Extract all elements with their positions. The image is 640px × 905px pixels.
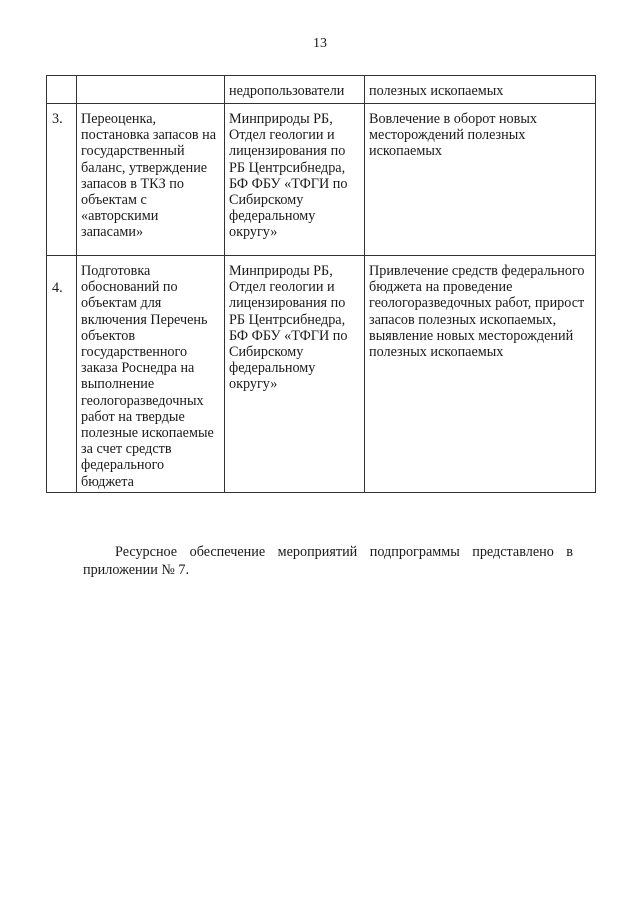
table-continuation-row: [47, 76, 596, 104]
row-number: 3.: [47, 104, 77, 256]
table-cell-result: полезных ископаемых: [365, 76, 596, 104]
table-cell-task: [77, 76, 225, 104]
row-task: Подготовка обоснований по объектам для включения Перечень объектов государственного заказа Роснедра на выполнение геологоразведочных работ на твердые полезные ископаемые за счет средств федерального бюджета: [77, 256, 225, 493]
row-result: Привлечение средств федерального бюджета на проведение геологоразведочных работ, прирост запасов полезных ископаемых, выявление новых месторождений полезных ископаемых: [365, 256, 596, 493]
table-cell-num: [47, 76, 77, 104]
row-result: Вовлечение в оборот новых месторождений полезных ископаемых: [365, 104, 596, 256]
table-cell-executor: недропользователи: [225, 76, 365, 104]
row-executor: Минприроды РБ, Отдел геологии и лицензирования по РБ Центрсибнедра, БФ ФБУ «ТФГИ по Сибирскому федеральному округу»: [225, 256, 365, 493]
page-number: 13: [313, 36, 327, 51]
row-executor: Минприроды РБ, Отдел геологии и лицензирования по РБ Центрсибнедра, БФ ФБУ «ТФГИ по Сибирскому федеральному округу»: [225, 104, 365, 256]
measures-table: [46, 75, 596, 493]
footer-paragraph: Ресурсное обеспечение мероприятий подпрограммы представлено в приложении № 7.: [83, 544, 573, 579]
table-row: [47, 104, 596, 256]
table-row: [47, 256, 596, 493]
row-task: Переоценка, постановка запасов на государственный баланс, утверждение запасов в ТКЗ по объектам с «авторскими запасами»: [77, 104, 225, 256]
row-number: 4.: [47, 256, 77, 493]
